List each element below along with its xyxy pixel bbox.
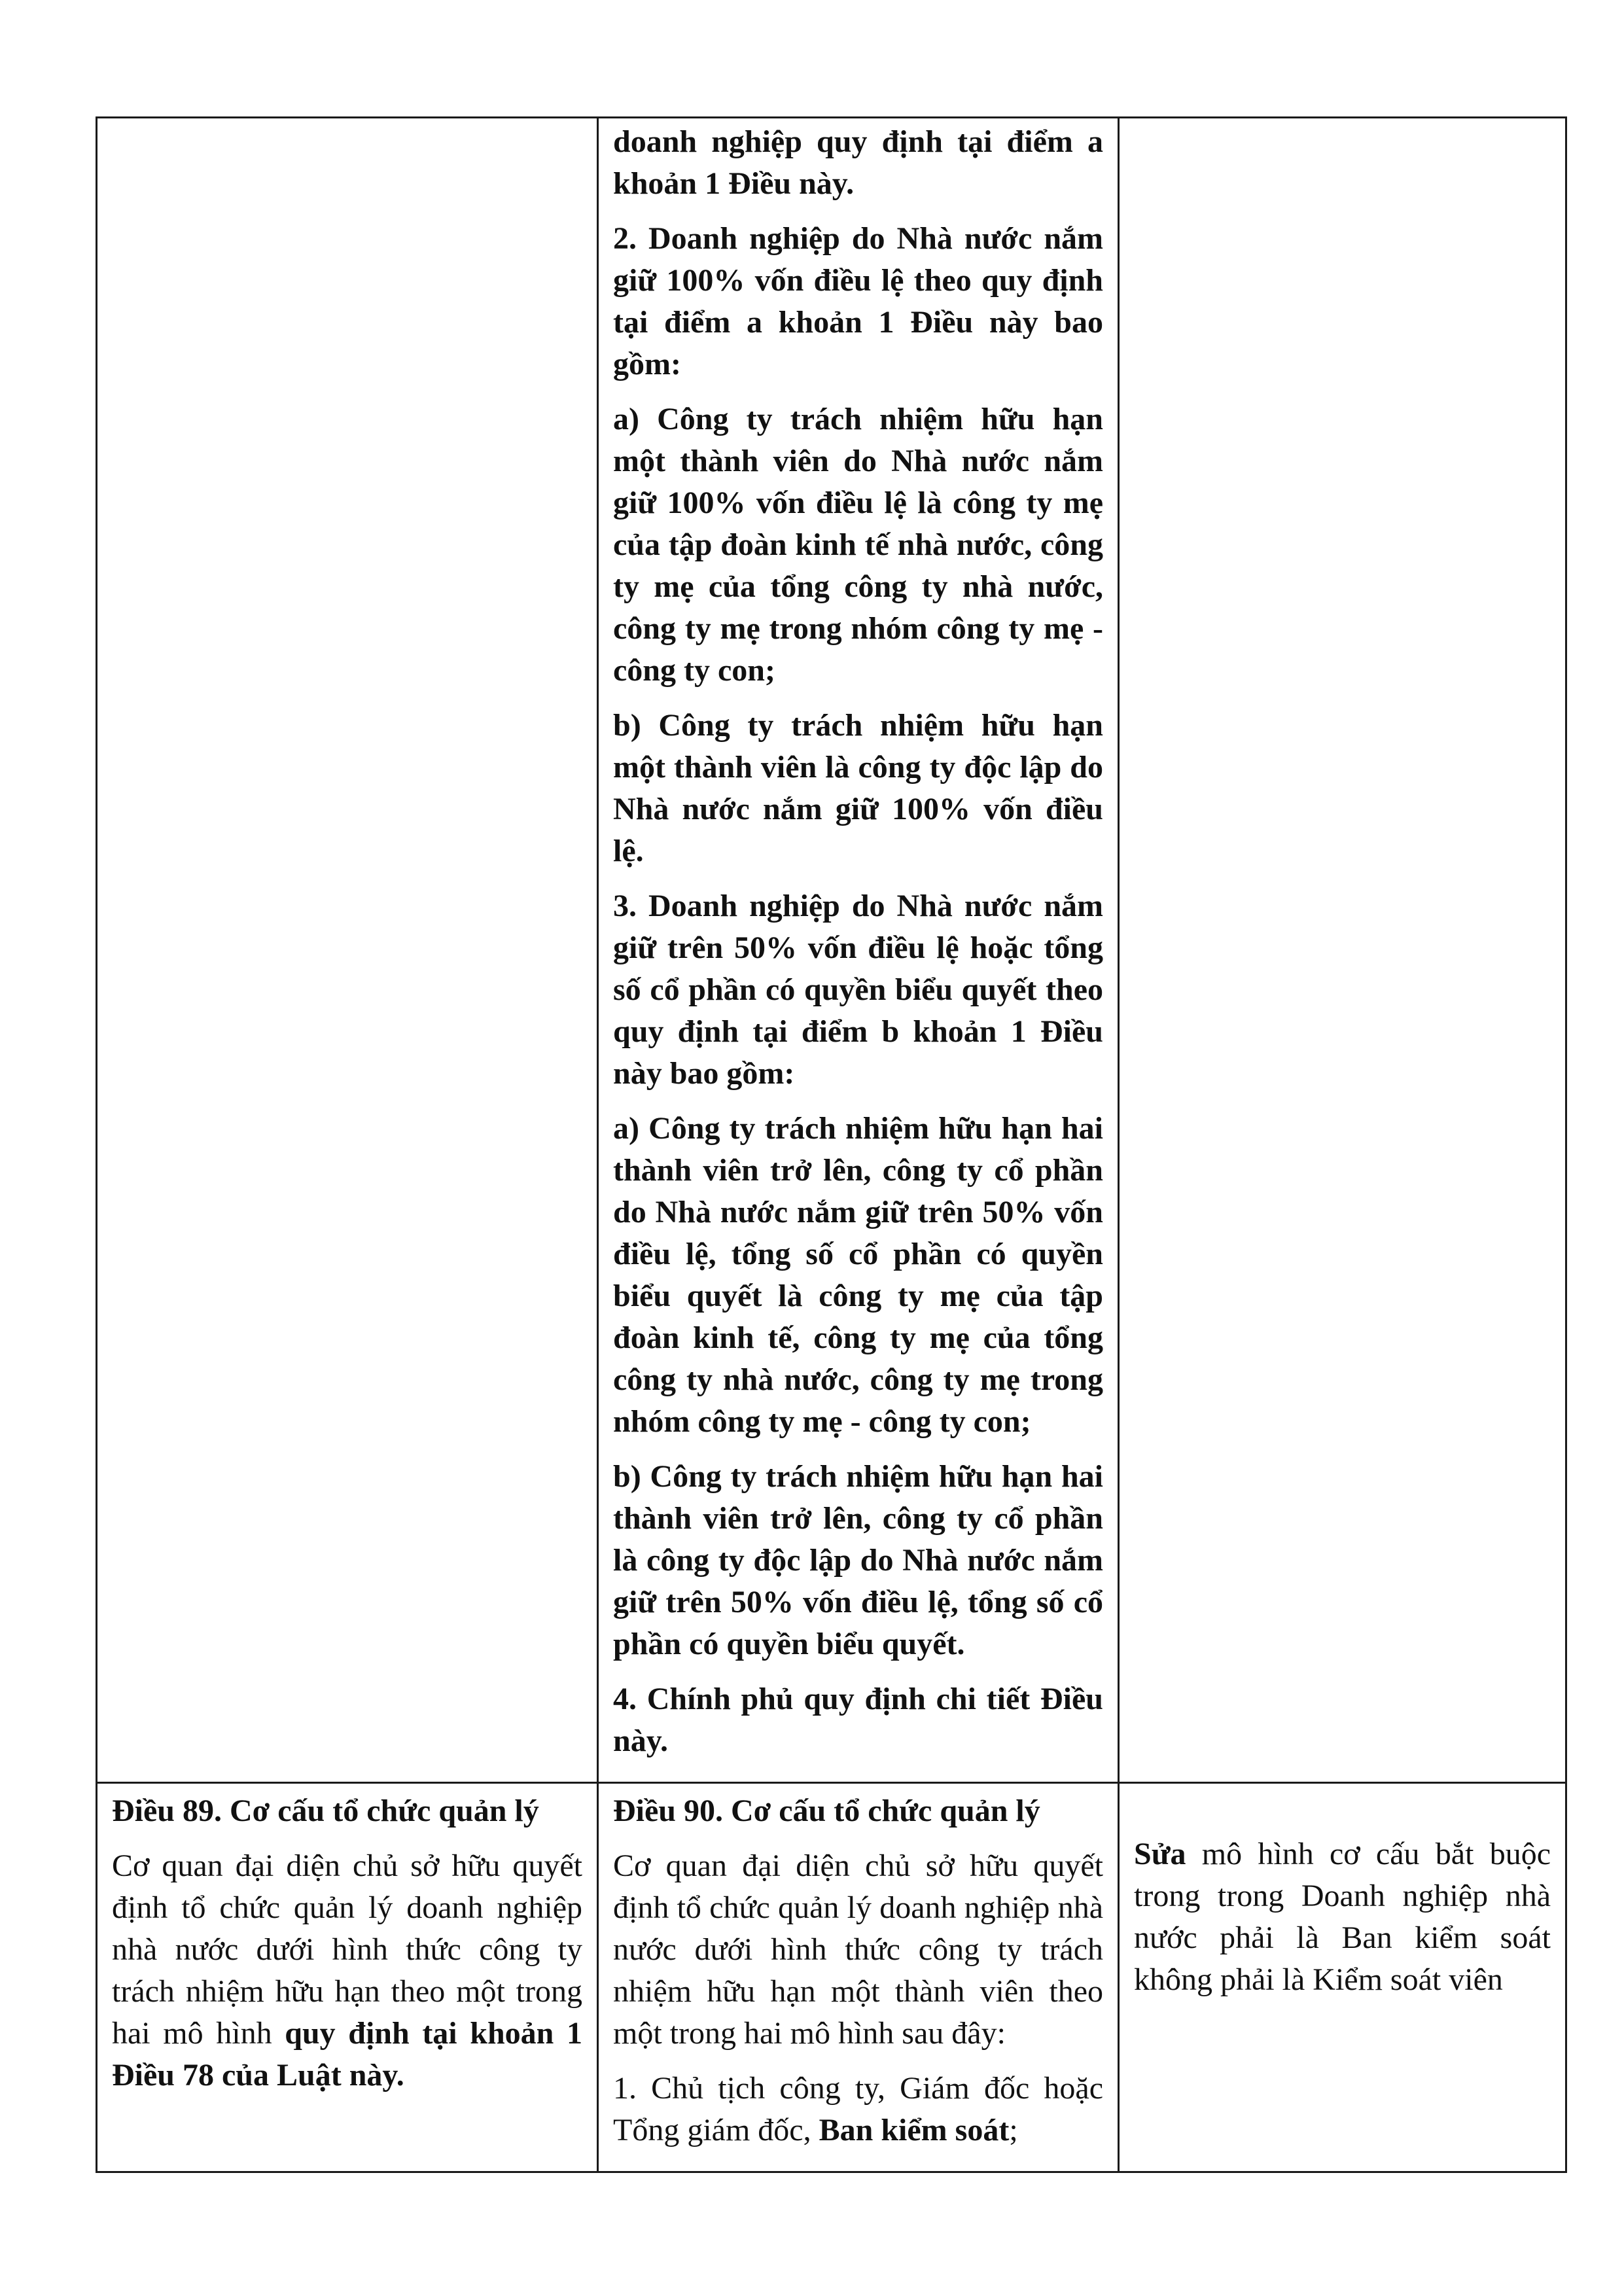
article-heading: Điều 90. Cơ cấu tổ chức quản lý [613,1793,1040,1828]
old-law-cell [97,118,598,1783]
paragraph: b) Công ty trách nhiệm hữu hạn hai thành viên trở lên, công ty cổ phần là công ty độc lập do Nhà nước nắm giữ trên 50% vốn điều lệ, tổng số cổ phần có quyền biểu quyết. [613,1459,1103,1661]
comment-cell [1119,1783,1566,2172]
comment-cell [1119,118,1566,1783]
table-row [97,1783,1566,2172]
paragraph: 2. Doanh nghiệp do Nhà nước nắm giữ 100% vốn điều lệ theo quy định tại điểm a khoản 1 Điều này bao gồm: [613,221,1103,381]
paragraph-text: Cơ quan đại diện chủ sở hữu quyết định tổ chức quản lý doanh nghiệp nhà nước dưới hình thức công ty trách nhiệm hữu hạn theo một trong hai mô hình [112,1848,582,2051]
comment-bold-text: Sửa [1134,1837,1186,1871]
paragraph-text: ; [1009,2113,1018,2147]
paragraph: a) Công ty trách nhiệm hữu hạn một thành viên do Nhà nước nắm giữ 100% vốn điều lệ là công ty mẹ của tập đoàn kinh tế nhà nước, công ty mẹ của tổng công ty nhà nước, công ty mẹ trong nhóm công ty mẹ - công ty con; [613,402,1103,688]
paragraph [613,2068,1103,2151]
paragraph: a) Công ty trách nhiệm hữu hạn hai thành viên trở lên, công ty cổ phần do Nhà nước nắm giữ trên 50% vốn điều lệ, tổng số cổ phần có quyền biểu quyết là công ty mẹ của tập đoàn kinh tế, công ty mẹ của tổng công ty nhà nước, công ty mẹ trong nhóm công ty mẹ - công ty con; [613,1111,1103,1439]
paragraph: b) Công ty trách nhiệm hữu hạn một thành viên là công ty độc lập do Nhà nước nắm giữ 100% vốn điều lệ. [613,708,1103,868]
comparison-table [96,116,1567,2173]
paragraph: 4. Chính phủ quy định chi tiết Điều này. [613,1682,1103,1758]
comment-paragraph [1134,1833,1551,2001]
paragraph-text: 1. Chủ tịch công ty, Giám đốc hoặc Tổng giám đốc, [613,2071,1103,2147]
table-row [97,118,1566,1783]
paragraph-bold-text: Ban kiểm soát [819,2113,1010,2147]
comment-text: mô hình cơ cấu bắt buộc trong trong Doanh nghiệp nhà nước phải là Ban kiểm soát không phải là Kiểm soát viên [1134,1837,1551,1997]
old-law-cell [97,1783,598,2172]
paragraph [112,1845,582,2096]
article-heading: Điều 89. Cơ cấu tổ chức quản lý [112,1793,539,1828]
paragraph-bold-text: quy định tại khoản 1 Điều 78 của Luật này. [112,2016,583,2093]
paragraph: Cơ quan đại diện chủ sở hữu quyết định tổ chức quản lý doanh nghiệp nhà nước dưới hình thức công ty trách nhiệm hữu hạn một thành viên theo một trong hai mô hình sau đây: [613,1848,1103,2051]
paragraph: 3. Doanh nghiệp do Nhà nước nắm giữ trên 50% vốn điều lệ hoặc tổng số cổ phần có quyền biểu quyết theo quy định tại điểm b khoản 1 Điều này bao gồm: [613,889,1103,1091]
paragraph: doanh nghiệp quy định tại điểm a khoản 1 Điều này. [613,124,1103,201]
new-law-cell [598,118,1119,1783]
new-law-cell [598,1783,1119,2172]
